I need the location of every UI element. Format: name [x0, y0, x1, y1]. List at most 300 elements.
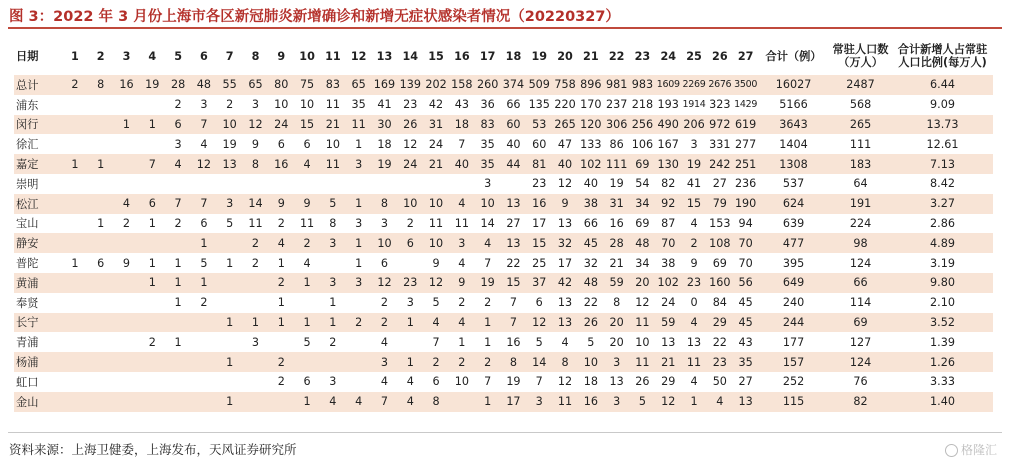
header-cell: 24 — [660, 49, 677, 63]
table-cell: 2 — [268, 372, 294, 392]
table-cell: 5166 — [759, 95, 829, 115]
table-cell — [217, 233, 243, 253]
table-cell: 2 — [372, 293, 398, 313]
table-cell: 10 — [475, 194, 501, 214]
table-cell — [139, 313, 165, 333]
table-cell: 323 — [707, 95, 733, 115]
table-cell: 13 — [501, 194, 527, 214]
table-cell: 1 — [165, 253, 191, 273]
table-cell: 1 — [139, 273, 165, 293]
table-cell: 79 — [707, 194, 733, 214]
table-cell: 3.52 — [893, 313, 993, 333]
table-cell: 3 — [346, 273, 372, 293]
table-cell: 1 — [268, 293, 294, 313]
table-row — [14, 214, 993, 234]
table-cell: 10 — [294, 95, 320, 115]
table-cell: 6 — [372, 253, 398, 273]
table-cell: 31 — [423, 115, 449, 135]
table-cell: 2 — [268, 214, 294, 234]
table-cell: 94 — [733, 214, 759, 234]
table-cell — [139, 95, 165, 115]
table-cell — [423, 174, 449, 194]
header-cell: 18 — [505, 49, 522, 63]
table-cell: 1 — [268, 313, 294, 333]
table-cell: 21 — [604, 253, 630, 273]
table-cell: 34 — [630, 253, 656, 273]
header-cell: 10 — [299, 49, 315, 63]
table-cell: 5 — [526, 332, 552, 352]
table-cell: 3 — [526, 392, 552, 412]
table-cell — [320, 352, 346, 372]
table-cell — [346, 332, 372, 352]
table-cell: 5 — [578, 332, 604, 352]
table-cell: 40 — [578, 174, 604, 194]
table-cell: 1 — [346, 253, 372, 273]
table-cell: 7 — [191, 194, 217, 214]
district-name: 崇明 — [14, 174, 62, 194]
title-rule — [8, 27, 1002, 29]
table-cell: 12 — [552, 174, 578, 194]
table-cell — [139, 352, 165, 372]
table-cell: 29 — [655, 372, 681, 392]
table-cell: 25 — [526, 253, 552, 273]
table-cell: 624 — [759, 194, 829, 214]
table-cell — [114, 372, 140, 392]
table-cell: 21 — [423, 154, 449, 174]
table-cell: 87 — [655, 214, 681, 234]
table-cell: 177 — [759, 332, 829, 352]
table-cell: 45 — [733, 313, 759, 333]
table-cell — [114, 154, 140, 174]
table-cell: 7 — [372, 392, 398, 412]
table-cell: 3 — [346, 214, 372, 234]
table-cell — [346, 352, 372, 372]
header-cell: 26 — [712, 49, 728, 63]
district-name: 金山 — [14, 392, 62, 412]
table-cell: 1 — [88, 154, 114, 174]
table-cell: 0 — [681, 293, 707, 313]
table-cell: 86 — [604, 134, 630, 154]
table-cell — [62, 214, 88, 234]
table-cell: 6 — [397, 233, 423, 253]
table-cell: 70 — [733, 253, 759, 273]
district-name: 徐汇 — [14, 134, 62, 154]
table-cell: 127 — [829, 332, 893, 352]
table-cell: 35 — [733, 352, 759, 372]
table-cell: 55 — [217, 75, 243, 95]
table-cell: 191 — [829, 194, 893, 214]
header-cell: 15 — [428, 49, 444, 63]
table-cell: 5 — [294, 332, 320, 352]
table-cell: 22 — [707, 332, 733, 352]
header-date-label: 日期 — [16, 49, 39, 63]
table-cell — [139, 392, 165, 412]
table-cell: 12 — [630, 293, 656, 313]
table-cell — [62, 134, 88, 154]
table-cell: 27 — [707, 174, 733, 194]
table-cell: 65 — [346, 75, 372, 95]
header-cell: 16 — [454, 49, 470, 63]
district-name: 长宁 — [14, 313, 62, 333]
table-cell: 15 — [501, 273, 527, 293]
table-cell: 4 — [346, 392, 372, 412]
table-cell: 64 — [829, 174, 893, 194]
table-cell: 60 — [501, 115, 527, 135]
table-cell: 26 — [630, 372, 656, 392]
table-cell: 19 — [501, 372, 527, 392]
table-cell: 6 — [423, 372, 449, 392]
table-cell: 4 — [552, 332, 578, 352]
table-cell: 4 — [681, 214, 707, 234]
district-name: 杨浦 — [14, 352, 62, 372]
header-cell: 2 — [96, 49, 105, 63]
table-cell: 108 — [707, 233, 733, 253]
table-cell: 19 — [372, 154, 398, 174]
table-cell: 3 — [604, 392, 630, 412]
district-name: 浦东 — [14, 95, 62, 115]
table-cell — [243, 372, 269, 392]
header-cell: 22 — [608, 49, 625, 63]
source-note: 资料来源：上海卫健委，上海发布，天风证券研究所 — [9, 442, 297, 457]
table-cell: 3 — [217, 194, 243, 214]
table-cell — [449, 392, 475, 412]
table-cell: 13 — [681, 332, 707, 352]
table-cell: 12 — [397, 134, 423, 154]
table-cell: 13 — [604, 372, 630, 392]
table-cell: 2 — [346, 313, 372, 333]
table-row — [14, 154, 993, 174]
table-cell: 80 — [268, 75, 294, 95]
table-cell — [449, 174, 475, 194]
table-row — [14, 313, 993, 333]
table-cell: 5 — [630, 392, 656, 412]
table-cell — [62, 174, 88, 194]
table-cell: 193 — [655, 95, 681, 115]
table-cell: 50 — [707, 372, 733, 392]
table-cell: 477 — [759, 233, 829, 253]
watermark — [945, 441, 997, 458]
table-row — [14, 352, 993, 372]
header-cell: 13 — [376, 49, 393, 63]
table-cell — [62, 372, 88, 392]
table-cell — [294, 174, 320, 194]
table-cell: 32 — [552, 233, 578, 253]
table-cell: 16 — [578, 392, 604, 412]
table-cell: 9 — [114, 253, 140, 273]
table-cell: 2 — [449, 352, 475, 372]
table-cell: 9 — [268, 194, 294, 214]
table-cell — [346, 293, 372, 313]
table-cell: 4 — [294, 154, 320, 174]
table-cell: 6 — [139, 194, 165, 214]
table-cell: 16 — [604, 214, 630, 234]
table-cell: 16 — [526, 194, 552, 214]
table-cell: 102 — [655, 273, 681, 293]
table-cell: 12 — [372, 273, 398, 293]
table-cell: 48 — [630, 233, 656, 253]
table-cell: 649 — [759, 273, 829, 293]
table-cell — [139, 233, 165, 253]
table-cell: 34 — [630, 194, 656, 214]
table-body — [14, 75, 993, 412]
district-name: 虹口 — [14, 372, 62, 392]
table-cell: 53 — [526, 115, 552, 135]
table-row — [14, 273, 993, 293]
table-cell: 153 — [707, 214, 733, 234]
table-cell: 12 — [655, 392, 681, 412]
header-cell: 14 — [402, 49, 419, 63]
table-cell: 8 — [501, 352, 527, 372]
table-cell: 60 — [526, 134, 552, 154]
table-cell — [191, 313, 217, 333]
table-cell: 111 — [829, 134, 893, 154]
table-cell: 15 — [294, 115, 320, 135]
table-cell: 2 — [475, 352, 501, 372]
table-cell: 36 — [475, 95, 501, 115]
table-cell: 1.40 — [893, 392, 993, 412]
table-cell: 6 — [294, 134, 320, 154]
table-cell: 3 — [372, 214, 398, 234]
table-cell: 5 — [191, 253, 217, 273]
table-cell: 1404 — [759, 134, 829, 154]
header-cell: 5 — [174, 49, 182, 63]
table-cell: 84 — [707, 293, 733, 313]
table-cell: 167 — [655, 134, 681, 154]
table-cell: 4 — [320, 392, 346, 412]
table-cell — [372, 174, 398, 194]
table-cell: 1 — [62, 154, 88, 174]
header-cell: 常驻人口数（万人） — [832, 43, 889, 69]
table-cell: 45 — [578, 233, 604, 253]
table-cell — [88, 332, 114, 352]
table-cell — [88, 313, 114, 333]
table-cell — [191, 352, 217, 372]
table-cell: 1 — [475, 392, 501, 412]
table-cell: 2 — [320, 332, 346, 352]
table-cell — [397, 332, 423, 352]
table-cell: 1 — [681, 392, 707, 412]
table-cell: 102 — [578, 154, 604, 174]
table-cell: 2269 — [681, 75, 707, 95]
table-cell: 1 — [320, 313, 346, 333]
table-cell: 6 — [88, 253, 114, 273]
table-cell: 244 — [759, 313, 829, 333]
table-cell: 7 — [526, 372, 552, 392]
table-cell — [139, 134, 165, 154]
district-name: 宝山 — [14, 214, 62, 234]
table-cell: 509 — [526, 75, 552, 95]
table-cell: 1 — [191, 273, 217, 293]
table-cell: 169 — [372, 75, 398, 95]
table-cell: 66 — [578, 214, 604, 234]
table-cell: 251 — [733, 154, 759, 174]
table-cell: 23 — [681, 273, 707, 293]
table-cell — [62, 233, 88, 253]
table-cell: 8 — [372, 194, 398, 214]
table-cell: 10 — [217, 115, 243, 135]
table-cell: 1 — [88, 214, 114, 234]
table-cell: 237 — [604, 95, 630, 115]
table-cell: 3 — [320, 372, 346, 392]
table-cell: 2 — [139, 332, 165, 352]
table-cell: 4 — [449, 253, 475, 273]
table-cell: 106 — [630, 134, 656, 154]
table-cell: 17 — [552, 253, 578, 273]
table-cell: 59 — [604, 273, 630, 293]
table-cell: 1 — [449, 332, 475, 352]
table-cell: 8 — [552, 352, 578, 372]
table-cell: 4 — [681, 313, 707, 333]
table-cell: 111 — [604, 154, 630, 174]
table-cell — [217, 273, 243, 293]
table-cell: 35 — [346, 95, 372, 115]
table-cell: 11 — [423, 214, 449, 234]
table-cell: 76 — [829, 372, 893, 392]
table-cell: 2 — [294, 233, 320, 253]
table-cell — [165, 352, 191, 372]
table-row — [14, 293, 993, 313]
table-cell: 98 — [829, 233, 893, 253]
table-cell — [191, 174, 217, 194]
table-cell: 10 — [320, 134, 346, 154]
table-cell: 7 — [475, 253, 501, 273]
table-cell: 16 — [501, 332, 527, 352]
table-cell: 9.80 — [893, 273, 993, 293]
table-cell: 14 — [526, 352, 552, 372]
table-row — [14, 75, 993, 95]
table-cell — [114, 134, 140, 154]
table-cell: 7 — [501, 313, 527, 333]
table-row — [14, 115, 993, 135]
table-cell: 2 — [268, 352, 294, 372]
table-cell: 11 — [630, 352, 656, 372]
table-cell — [165, 392, 191, 412]
table-cell: 1 — [165, 332, 191, 352]
table-cell: 3 — [681, 134, 707, 154]
table-cell: 3.33 — [893, 372, 993, 392]
table-cell — [114, 352, 140, 372]
table-cell: 23 — [397, 273, 423, 293]
table-cell: 37 — [526, 273, 552, 293]
table-cell: 82 — [829, 392, 893, 412]
table-cell: 12 — [552, 372, 578, 392]
table-cell: 758 — [552, 75, 578, 95]
table-cell: 19 — [217, 134, 243, 154]
table-cell: 54 — [630, 174, 656, 194]
table-cell — [165, 372, 191, 392]
table-cell: 14 — [243, 194, 269, 214]
table-cell: 114 — [829, 293, 893, 313]
table-cell: 3.19 — [893, 253, 993, 273]
district-name: 静安 — [14, 233, 62, 253]
table-row — [14, 134, 993, 154]
table-cell: 242 — [707, 154, 733, 174]
table-cell: 23 — [707, 352, 733, 372]
table-cell: 42 — [423, 95, 449, 115]
table-cell: 27 — [733, 372, 759, 392]
table-cell: 4 — [707, 392, 733, 412]
table-cell — [114, 293, 140, 313]
table-cell — [62, 194, 88, 214]
table-cell: 23 — [526, 174, 552, 194]
table-cell — [88, 115, 114, 135]
table-cell: 70 — [733, 233, 759, 253]
table-cell: 395 — [759, 253, 829, 273]
table-cell: 11 — [449, 214, 475, 234]
table-cell: 2676 — [707, 75, 733, 95]
table-cell: 21 — [320, 115, 346, 135]
table-cell: 2487 — [829, 75, 893, 95]
table-cell: 69 — [829, 313, 893, 333]
table-cell: 10 — [423, 194, 449, 214]
table-cell — [139, 372, 165, 392]
footer-rule — [8, 432, 1002, 433]
header-cell: 7 — [225, 49, 234, 63]
table-cell: 8 — [320, 214, 346, 234]
table-cell: 4.89 — [893, 233, 993, 253]
table-cell: 1.26 — [893, 352, 993, 372]
table-cell — [139, 293, 165, 313]
table-cell: 1 — [294, 273, 320, 293]
table-cell: 7 — [191, 115, 217, 135]
table-cell: 3 — [165, 134, 191, 154]
table-row — [14, 392, 993, 412]
table-cell — [346, 174, 372, 194]
table-cell: 44 — [501, 154, 527, 174]
table-cell: 4 — [397, 372, 423, 392]
table-cell: 82 — [655, 174, 681, 194]
table-cell: 92 — [655, 194, 681, 214]
table-cell: 12 — [191, 154, 217, 174]
table-cell — [243, 392, 269, 412]
table-cell: 19 — [604, 174, 630, 194]
table-cell — [114, 392, 140, 412]
table-cell: 69 — [630, 154, 656, 174]
table-cell: 7.13 — [893, 154, 993, 174]
table-cell: 124 — [829, 352, 893, 372]
table-cell: 6 — [294, 372, 320, 392]
header-cell: 合计新增人占常驻人口比例(每万人) — [897, 43, 988, 69]
table-cell: 42 — [552, 273, 578, 293]
header-cell: 1 — [71, 49, 79, 63]
table-cell: 69 — [630, 214, 656, 234]
table-cell: 537 — [759, 174, 829, 194]
table-cell: 28 — [604, 233, 630, 253]
covid-district-table — [14, 37, 993, 412]
table-cell: 1 — [397, 313, 423, 333]
table-cell: 2 — [397, 214, 423, 234]
table-cell: 3 — [243, 95, 269, 115]
table-cell: 48 — [191, 75, 217, 95]
table-cell: 6 — [165, 115, 191, 135]
table-cell: 7 — [139, 154, 165, 174]
table-cell: 3 — [397, 293, 423, 313]
table-cell: 218 — [630, 95, 656, 115]
table-cell: 4 — [449, 313, 475, 333]
table-cell: 41 — [372, 95, 398, 115]
table-cell: 8 — [604, 293, 630, 313]
table-cell: 4 — [449, 194, 475, 214]
table-cell: 190 — [733, 194, 759, 214]
table-cell: 236 — [733, 174, 759, 194]
table-cell: 3643 — [759, 115, 829, 135]
table-cell — [62, 273, 88, 293]
table-cell — [268, 392, 294, 412]
table-cell: 7 — [165, 194, 191, 214]
table-cell: 35 — [475, 134, 501, 154]
table-cell: 170 — [578, 95, 604, 115]
table-cell: 9 — [294, 194, 320, 214]
